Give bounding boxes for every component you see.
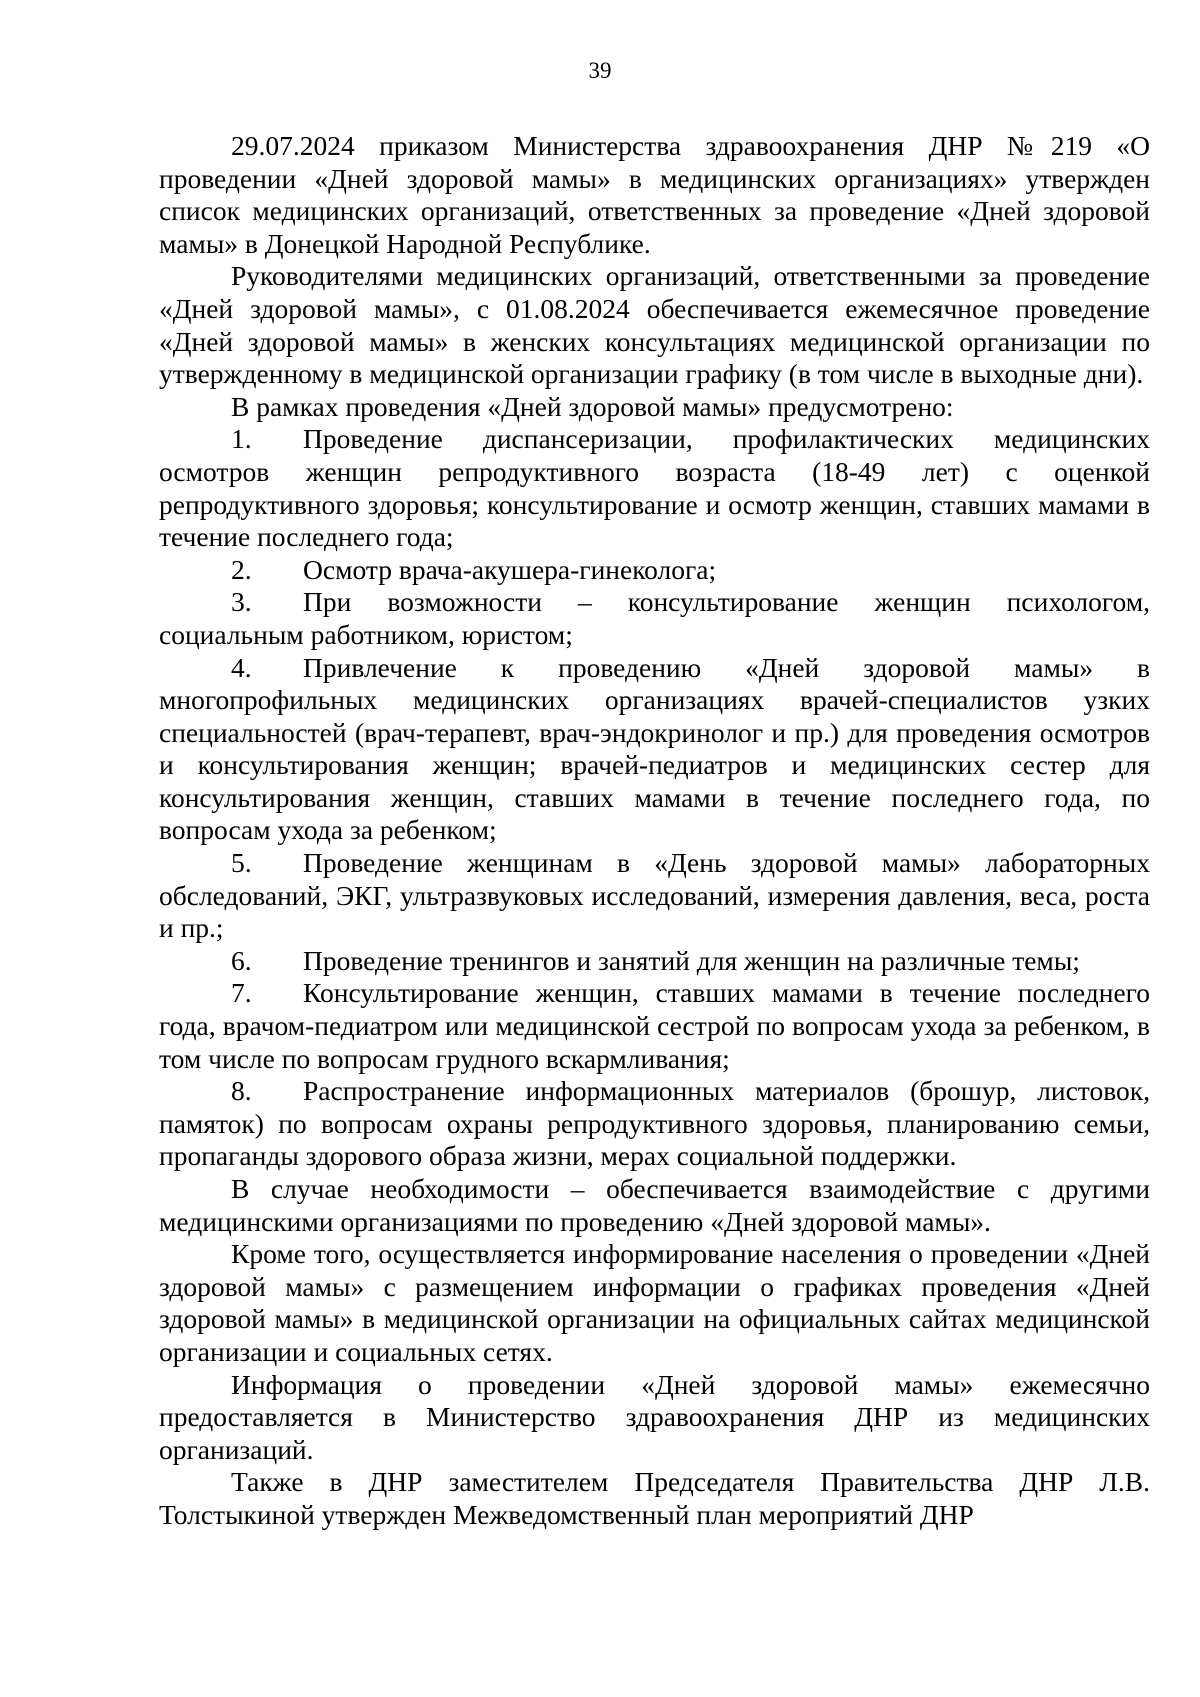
- list-item-text: При возможности – консультирование женщин психологом, социальным работником, юристом;: [159, 586, 1150, 650]
- list-item: [159, 977, 1150, 1075]
- list-item-text: Проведение женщинам в «День здоровой мамы» лабораторных обследований, ЭКГ, ультразвуковых исследований, измерения давления, веса, роста и пр.;: [159, 847, 1150, 944]
- list-item: [159, 847, 1150, 945]
- paragraph-monthly-reporting: Информация о проведении «Дней здоровой мамы» ежемесячно предоставляется в Министерство здравоохранения ДНР из медицинских организаций.: [159, 1368, 1150, 1465]
- list-item: [159, 586, 1150, 651]
- list-item: [159, 554, 1150, 587]
- page-number: 39: [588, 58, 612, 83]
- list-item-number: 1.: [231, 423, 252, 455]
- paragraph-interagency-plan: Также в ДНР заместителем Председателя Правительства ДНР Л.В. Толстыкиной утвержден Межведомственный план мероприятий ДНР: [159, 1466, 1150, 1530]
- paragraph-heads-responsibility: Руководителями медицинских организаций, ответственными за проведение «Дней здоровой мамы», с 01.08.2024 обеспечивается ежемесячное проведение «Дней здоровой мамы» в женских консультациях медицинской организации по утвержденному в медицинской организации графику (в том числе в выходные дни).: [159, 260, 1150, 390]
- list-item-number: 3.: [231, 586, 252, 618]
- list-item-text: Привлечение к проведению «Дней здоровой мамы» в многопрофильных медицинских организациях врачей-специалистов узких специальностей (врач-терапевт, врач-эндокринолог и пр.) для проведения осмотров и консультирования женщин; врачей-педиатров и медицинских сестер для консультирования женщин, ставших мамами в течение последнего года, по вопросам ухода за ребенком;: [159, 651, 1150, 846]
- list-item-number: 5.: [231, 847, 252, 879]
- document-body: [159, 130, 1150, 1532]
- list-item-number: 6.: [231, 944, 252, 976]
- list-item-number: 8.: [231, 1075, 252, 1107]
- list-item-text: Проведение диспансеризации, профилактических медицинских осмотров женщин репродуктивного возраста (18-49 лет) с оценкой репродуктивного здоровья; консультирование и осмотр женщин, ставших мамами в течение последнего года;: [159, 423, 1150, 553]
- paragraph-list-intro: В рамках проведения «Дней здоровой мамы» предусмотрено:: [231, 390, 954, 422]
- list-item: [159, 423, 1150, 553]
- list-item-text: Осмотр врача-акушера-гинеколога;: [303, 553, 717, 585]
- list-item-text: Распространение информационных материалов (брошур, листовок, памяток) по вопросам охраны репродуктивного здоровья, планированию семьи, пропаганды здорового образа жизни, мерах социальной поддержки.: [159, 1075, 1150, 1172]
- list-item: [159, 1075, 1150, 1173]
- paragraph-informing-population: Кроме того, осуществляется информирование населения о проведении «Дней здоровой мамы» с размещением информации о графиках проведения «Дней здоровой мамы» в медицинской организации на официальных сайтах медицинской организации и социальных сетях.: [159, 1238, 1150, 1367]
- list-item: [159, 945, 1150, 978]
- list-item-number: 2.: [231, 553, 252, 585]
- paragraph-interaction: В случае необходимости – обеспечивается взаимодействие с другими медицинскими организациями по проведению «Дней здоровой мамы».: [159, 1173, 1150, 1237]
- list-item-number: 4.: [231, 651, 252, 683]
- list-item-text: Проведение тренингов и занятий для женщин на различные темы;: [303, 944, 1080, 976]
- paragraph-order-approval: 29.07.2024 приказом Министерства здравоохранения ДНР №219 «О проведении «Дней здоровой мамы» в медицинских организациях» утвержден список медицинских организаций, ответственных за проведение «Дней здоровой мамы» в Донецкой Народной Республике.: [159, 130, 1150, 259]
- list-item-text: Консультирование женщин, ставших мамами в течение последнего года, врачом-педиатром или медицинской сестрой по вопросам ухода за ребенком, в том числе по вопросам грудного вскармливания;: [159, 977, 1150, 1074]
- list-item-number: 7.: [231, 977, 252, 1009]
- list-item: [159, 652, 1150, 848]
